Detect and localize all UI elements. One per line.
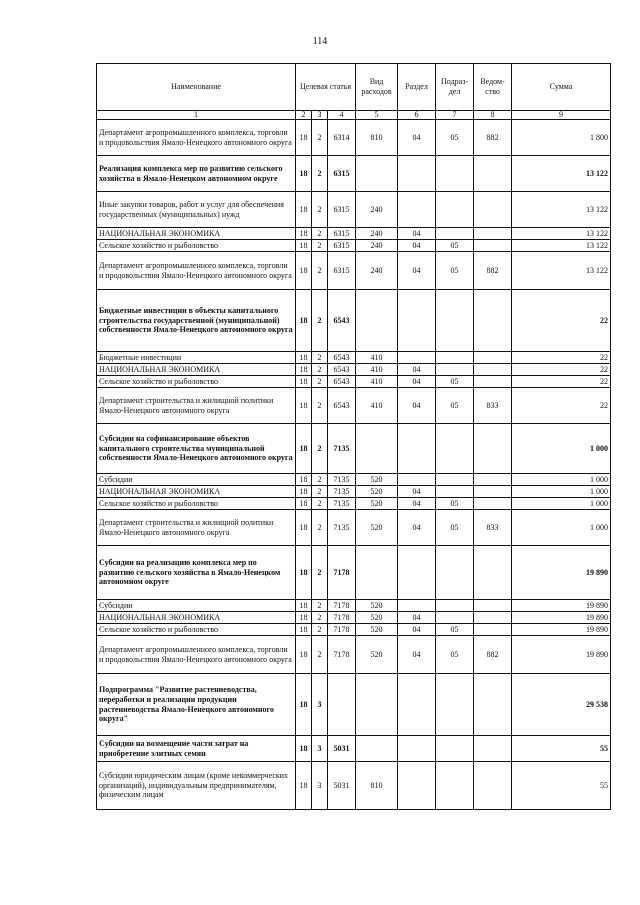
row-sum: 55 bbox=[512, 762, 611, 810]
row-target-code: 5031 bbox=[328, 736, 356, 762]
row-expense-type: 410 bbox=[356, 364, 398, 376]
row-subsection bbox=[436, 600, 474, 612]
row-subsection bbox=[436, 424, 474, 474]
row-subsection bbox=[436, 736, 474, 762]
row-subprogram-code: 2 bbox=[312, 228, 328, 240]
row-department bbox=[474, 546, 512, 600]
row-department bbox=[474, 736, 512, 762]
table-row bbox=[97, 424, 611, 474]
row-section: 04 bbox=[398, 252, 436, 290]
row-expense-type bbox=[356, 424, 398, 474]
row-program-code: 18 bbox=[296, 736, 312, 762]
row-department bbox=[474, 376, 512, 388]
row-department bbox=[474, 612, 512, 624]
row-expense-type: 810 bbox=[356, 120, 398, 156]
table-row bbox=[97, 376, 611, 388]
row-target-code: 7178 bbox=[328, 600, 356, 612]
row-expense-type: 520 bbox=[356, 612, 398, 624]
row-expense-type bbox=[356, 156, 398, 192]
row-section: 04 bbox=[398, 228, 436, 240]
row-section bbox=[398, 546, 436, 600]
row-program-code: 18 bbox=[296, 156, 312, 192]
row-subsection: 05 bbox=[436, 388, 474, 424]
row-name: Подпрограмма "Развитие растениеводства, переработки и реализации продукции растениеводства Ямало-Ненецкого автономного округа" bbox=[97, 674, 296, 736]
row-program-code: 18 bbox=[296, 546, 312, 600]
row-sum: 29 538 bbox=[512, 674, 611, 736]
row-expense-type bbox=[356, 546, 398, 600]
row-subprogram-code: 2 bbox=[312, 120, 328, 156]
table-row bbox=[97, 290, 611, 352]
row-expense-type: 240 bbox=[356, 192, 398, 228]
row-name: НАЦИОНАЛЬНАЯ ЭКОНОМИКА bbox=[97, 486, 296, 498]
row-department bbox=[474, 364, 512, 376]
page-number: 114 bbox=[312, 36, 328, 47]
table-row bbox=[97, 498, 611, 510]
row-subprogram-code: 2 bbox=[312, 546, 328, 600]
row-program-code: 18 bbox=[296, 228, 312, 240]
row-target-code: 6543 bbox=[328, 352, 356, 364]
column-number: 1 bbox=[97, 111, 296, 120]
column-number-row bbox=[97, 111, 611, 120]
row-name: НАЦИОНАЛЬНАЯ ЭКОНОМИКА bbox=[97, 612, 296, 624]
row-subsection bbox=[436, 156, 474, 192]
row-subsection bbox=[436, 612, 474, 624]
row-name: НАЦИОНАЛЬНАЯ ЭКОНОМИКА bbox=[97, 228, 296, 240]
column-number: 2 bbox=[296, 111, 312, 120]
row-section bbox=[398, 474, 436, 486]
table-row bbox=[97, 474, 611, 486]
row-section: 04 bbox=[398, 624, 436, 636]
row-program-code: 18 bbox=[296, 612, 312, 624]
row-expense-type: 240 bbox=[356, 252, 398, 290]
row-target-code: 6314 bbox=[328, 120, 356, 156]
row-sum: 1 000 bbox=[512, 474, 611, 486]
row-sum: 19 890 bbox=[512, 600, 611, 612]
row-program-code: 18 bbox=[296, 486, 312, 498]
row-expense-type: 520 bbox=[356, 486, 398, 498]
row-section: 04 bbox=[398, 120, 436, 156]
row-department bbox=[474, 486, 512, 498]
row-name: Департамент агропромышленного комплекса, торговли и продовольствия Ямало-Ненецкого автономного округа bbox=[97, 252, 296, 290]
row-program-code: 18 bbox=[296, 762, 312, 810]
row-expense-type: 240 bbox=[356, 240, 398, 252]
table-row bbox=[97, 600, 611, 612]
row-subprogram-code: 2 bbox=[312, 474, 328, 486]
header-target: Целевая статья bbox=[296, 64, 356, 111]
row-target-code: 6315 bbox=[328, 192, 356, 228]
row-department bbox=[474, 228, 512, 240]
row-subprogram-code: 2 bbox=[312, 364, 328, 376]
row-subprogram-code: 2 bbox=[312, 498, 328, 510]
row-subsection bbox=[436, 228, 474, 240]
row-program-code: 18 bbox=[296, 352, 312, 364]
row-target-code: 5031 bbox=[328, 762, 356, 810]
row-program-code: 18 bbox=[296, 424, 312, 474]
row-section: 04 bbox=[398, 498, 436, 510]
row-name: НАЦИОНАЛЬНАЯ ЭКОНОМИКА bbox=[97, 364, 296, 376]
row-target-code: 7178 bbox=[328, 636, 356, 674]
row-target-code: 7135 bbox=[328, 498, 356, 510]
row-department bbox=[474, 192, 512, 228]
row-target-code: 7135 bbox=[328, 510, 356, 546]
table-row bbox=[97, 762, 611, 810]
table-row bbox=[97, 364, 611, 376]
row-sum: 22 bbox=[512, 388, 611, 424]
row-section bbox=[398, 600, 436, 612]
row-subsection: 05 bbox=[436, 636, 474, 674]
row-expense-type: 520 bbox=[356, 624, 398, 636]
row-subsection: 05 bbox=[436, 510, 474, 546]
row-subprogram-code: 3 bbox=[312, 762, 328, 810]
column-number: 4 bbox=[328, 111, 356, 120]
row-target-code: 7135 bbox=[328, 486, 356, 498]
row-department: 882 bbox=[474, 252, 512, 290]
row-subprogram-code: 2 bbox=[312, 252, 328, 290]
row-target-code: 6543 bbox=[328, 388, 356, 424]
row-subprogram-code: 2 bbox=[312, 290, 328, 352]
row-name: Бюджетные инвестиции в объекты капитального строительства государственной (муниципальной) собственности Ямало-Ненецкого автономного округа bbox=[97, 290, 296, 352]
table-body bbox=[97, 120, 611, 810]
budget-table bbox=[96, 63, 611, 810]
row-subsection: 05 bbox=[436, 240, 474, 252]
row-department bbox=[474, 600, 512, 612]
table-row bbox=[97, 228, 611, 240]
row-target-code: 7178 bbox=[328, 624, 356, 636]
row-target-code: 6543 bbox=[328, 376, 356, 388]
row-subsection bbox=[436, 546, 474, 600]
row-subprogram-code: 2 bbox=[312, 510, 328, 546]
row-section bbox=[398, 762, 436, 810]
row-name: Департамент агропромышленного комплекса, торговли и продовольствия Ямало-Ненецкого автономного округа bbox=[97, 636, 296, 674]
row-target-code: 6315 bbox=[328, 240, 356, 252]
row-subprogram-code: 2 bbox=[312, 376, 328, 388]
row-section bbox=[398, 156, 436, 192]
row-sum: 22 bbox=[512, 364, 611, 376]
row-section: 04 bbox=[398, 510, 436, 546]
row-department: 833 bbox=[474, 388, 512, 424]
table-row bbox=[97, 636, 611, 674]
row-target-code: 6315 bbox=[328, 228, 356, 240]
row-section bbox=[398, 290, 436, 352]
row-expense-type: 520 bbox=[356, 600, 398, 612]
header-row bbox=[97, 64, 611, 111]
row-department bbox=[474, 624, 512, 636]
row-subsection bbox=[436, 674, 474, 736]
table-row bbox=[97, 546, 611, 600]
row-target-code: 6543 bbox=[328, 290, 356, 352]
row-subsection: 05 bbox=[436, 376, 474, 388]
row-subsection bbox=[436, 352, 474, 364]
header-department: Ведом-ство bbox=[474, 64, 512, 111]
row-program-code: 18 bbox=[296, 600, 312, 612]
row-name: Субсидии на реализацию комплекса мер по развитию сельского хозяйства в Ямало-Ненецком автономном округе bbox=[97, 546, 296, 600]
row-name: Субсидии bbox=[97, 474, 296, 486]
row-department bbox=[474, 674, 512, 736]
column-number: 9 bbox=[512, 111, 611, 120]
row-subsection bbox=[436, 474, 474, 486]
row-sum: 55 bbox=[512, 736, 611, 762]
row-sum: 1 000 bbox=[512, 510, 611, 546]
row-department: 882 bbox=[474, 636, 512, 674]
table-row bbox=[97, 120, 611, 156]
row-name: Субсидии юридическим лицам (кроме некоммерческих организаций), индивидуальным предпринимателям, физическим лицам bbox=[97, 762, 296, 810]
row-subprogram-code: 2 bbox=[312, 424, 328, 474]
header-expense-type: Вид расходов bbox=[356, 64, 398, 111]
row-subprogram-code: 2 bbox=[312, 156, 328, 192]
row-department: 882 bbox=[474, 120, 512, 156]
row-sum: 1 000 bbox=[512, 424, 611, 474]
row-program-code: 18 bbox=[296, 474, 312, 486]
row-subprogram-code: 2 bbox=[312, 612, 328, 624]
row-section bbox=[398, 424, 436, 474]
table-row bbox=[97, 612, 611, 624]
row-expense-type bbox=[356, 674, 398, 736]
row-sum: 19 890 bbox=[512, 624, 611, 636]
row-subsection bbox=[436, 290, 474, 352]
table-row bbox=[97, 192, 611, 228]
row-subsection: 05 bbox=[436, 624, 474, 636]
row-program-code: 18 bbox=[296, 388, 312, 424]
row-name: Департамент строительства и жилищной политики Ямало-Ненецкого автономного округа bbox=[97, 388, 296, 424]
row-program-code: 18 bbox=[296, 636, 312, 674]
row-department bbox=[474, 240, 512, 252]
row-program-code: 18 bbox=[296, 376, 312, 388]
row-sum: 13 122 bbox=[512, 240, 611, 252]
table-row bbox=[97, 252, 611, 290]
row-expense-type: 410 bbox=[356, 388, 398, 424]
row-program-code: 18 bbox=[296, 624, 312, 636]
column-number: 7 bbox=[436, 111, 474, 120]
row-section bbox=[398, 192, 436, 228]
row-name: Департамент агропромышленного комплекса, торговли и продовольствия Ямало-Ненецкого автономного округа bbox=[97, 120, 296, 156]
row-subprogram-code: 2 bbox=[312, 486, 328, 498]
row-subprogram-code: 2 bbox=[312, 636, 328, 674]
table-row bbox=[97, 674, 611, 736]
table-row bbox=[97, 624, 611, 636]
row-sum: 22 bbox=[512, 352, 611, 364]
row-target-code: 6315 bbox=[328, 156, 356, 192]
row-subprogram-code: 2 bbox=[312, 192, 328, 228]
row-program-code: 18 bbox=[296, 252, 312, 290]
row-department bbox=[474, 156, 512, 192]
row-expense-type: 520 bbox=[356, 474, 398, 486]
row-subsection: 05 bbox=[436, 498, 474, 510]
header-subsection: Подраз-дел bbox=[436, 64, 474, 111]
column-number: 6 bbox=[398, 111, 436, 120]
row-name: Сельское хозяйство и рыболовство bbox=[97, 376, 296, 388]
row-subsection bbox=[436, 364, 474, 376]
row-name: Иные закупки товаров, работ и услуг для обеспечения государственных (муниципальных) нужд bbox=[97, 192, 296, 228]
row-target-code: 7178 bbox=[328, 612, 356, 624]
row-subsection bbox=[436, 192, 474, 228]
row-expense-type: 520 bbox=[356, 498, 398, 510]
column-number: 8 bbox=[474, 111, 512, 120]
row-name: Бюджетные инвестиции bbox=[97, 352, 296, 364]
row-subsection bbox=[436, 762, 474, 810]
row-name: Субсидии bbox=[97, 600, 296, 612]
row-program-code: 18 bbox=[296, 364, 312, 376]
header-section: Раздел bbox=[398, 64, 436, 111]
row-expense-type: 520 bbox=[356, 636, 398, 674]
row-expense-type: 240 bbox=[356, 228, 398, 240]
row-expense-type: 520 bbox=[356, 510, 398, 546]
row-section: 04 bbox=[398, 240, 436, 252]
table-row bbox=[97, 486, 611, 498]
row-target-code: 6543 bbox=[328, 364, 356, 376]
row-sum: 13 122 bbox=[512, 156, 611, 192]
row-section: 04 bbox=[398, 636, 436, 674]
row-target-code: 7178 bbox=[328, 546, 356, 600]
row-sum: 13 122 bbox=[512, 192, 611, 228]
table-row bbox=[97, 388, 611, 424]
row-program-code: 18 bbox=[296, 674, 312, 736]
header-name: Наименование bbox=[97, 64, 296, 111]
row-expense-type: 810 bbox=[356, 762, 398, 810]
row-subprogram-code: 3 bbox=[312, 736, 328, 762]
row-expense-type: 410 bbox=[356, 376, 398, 388]
row-program-code: 18 bbox=[296, 192, 312, 228]
row-name: Субсидии на возмещение части затрат на приобретение элитных семян bbox=[97, 736, 296, 762]
row-sum: 1 800 bbox=[512, 120, 611, 156]
row-sum: 22 bbox=[512, 290, 611, 352]
row-target-code: 7135 bbox=[328, 424, 356, 474]
row-program-code: 18 bbox=[296, 120, 312, 156]
row-subprogram-code: 2 bbox=[312, 352, 328, 364]
row-expense-type bbox=[356, 290, 398, 352]
row-sum: 1 000 bbox=[512, 498, 611, 510]
row-section bbox=[398, 736, 436, 762]
row-department bbox=[474, 290, 512, 352]
row-subprogram-code: 2 bbox=[312, 388, 328, 424]
row-sum: 13 122 bbox=[512, 252, 611, 290]
row-sum: 1 000 bbox=[512, 486, 611, 498]
row-department: 833 bbox=[474, 510, 512, 546]
row-program-code: 18 bbox=[296, 498, 312, 510]
column-number: 3 bbox=[312, 111, 328, 120]
table-row bbox=[97, 156, 611, 192]
row-name: Сельское хозяйство и рыболовство bbox=[97, 624, 296, 636]
table-row bbox=[97, 510, 611, 546]
row-sum: 19 890 bbox=[512, 612, 611, 624]
row-subsection bbox=[436, 486, 474, 498]
row-sum: 19 890 bbox=[512, 636, 611, 674]
table-row bbox=[97, 736, 611, 762]
row-department bbox=[474, 762, 512, 810]
row-target-code: 6315 bbox=[328, 252, 356, 290]
row-name: Департамент строительства и жилищной политики Ямало-Ненецкого автономного округа bbox=[97, 510, 296, 546]
row-program-code: 18 bbox=[296, 510, 312, 546]
row-subprogram-code: 2 bbox=[312, 240, 328, 252]
row-program-code: 18 bbox=[296, 290, 312, 352]
row-subprogram-code: 2 bbox=[312, 624, 328, 636]
row-name: Сельское хозяйство и рыболовство bbox=[97, 498, 296, 510]
row-name: Сельское хозяйство и рыболовство bbox=[97, 240, 296, 252]
row-name: Субсидии на софинансирование объектов капитального строительства муниципальной собственности Ямало-Ненецкого автономного округа bbox=[97, 424, 296, 474]
row-section: 04 bbox=[398, 388, 436, 424]
row-target-code: 7135 bbox=[328, 474, 356, 486]
row-subsection: 05 bbox=[436, 252, 474, 290]
row-section bbox=[398, 674, 436, 736]
row-section: 04 bbox=[398, 486, 436, 498]
row-target-code bbox=[328, 674, 356, 736]
row-subsection: 05 bbox=[436, 120, 474, 156]
row-section bbox=[398, 352, 436, 364]
row-section: 04 bbox=[398, 364, 436, 376]
table-row bbox=[97, 352, 611, 364]
row-department bbox=[474, 352, 512, 364]
header-sum: Сумма bbox=[512, 64, 611, 111]
row-expense-type: 410 bbox=[356, 352, 398, 364]
row-section: 04 bbox=[398, 376, 436, 388]
row-sum: 22 bbox=[512, 376, 611, 388]
row-program-code: 18 bbox=[296, 240, 312, 252]
row-department bbox=[474, 424, 512, 474]
row-sum: 19 890 bbox=[512, 546, 611, 600]
row-expense-type bbox=[356, 736, 398, 762]
row-subprogram-code: 2 bbox=[312, 600, 328, 612]
table-row bbox=[97, 240, 611, 252]
row-department bbox=[474, 498, 512, 510]
row-department bbox=[474, 474, 512, 486]
row-sum: 13 122 bbox=[512, 228, 611, 240]
column-number: 5 bbox=[356, 111, 398, 120]
row-subprogram-code: 3 bbox=[312, 674, 328, 736]
row-name: Реализация комплекса мер по развитию сельского хозяйства в Ямало-Ненецком автономном округе bbox=[97, 156, 296, 192]
row-section: 04 bbox=[398, 612, 436, 624]
